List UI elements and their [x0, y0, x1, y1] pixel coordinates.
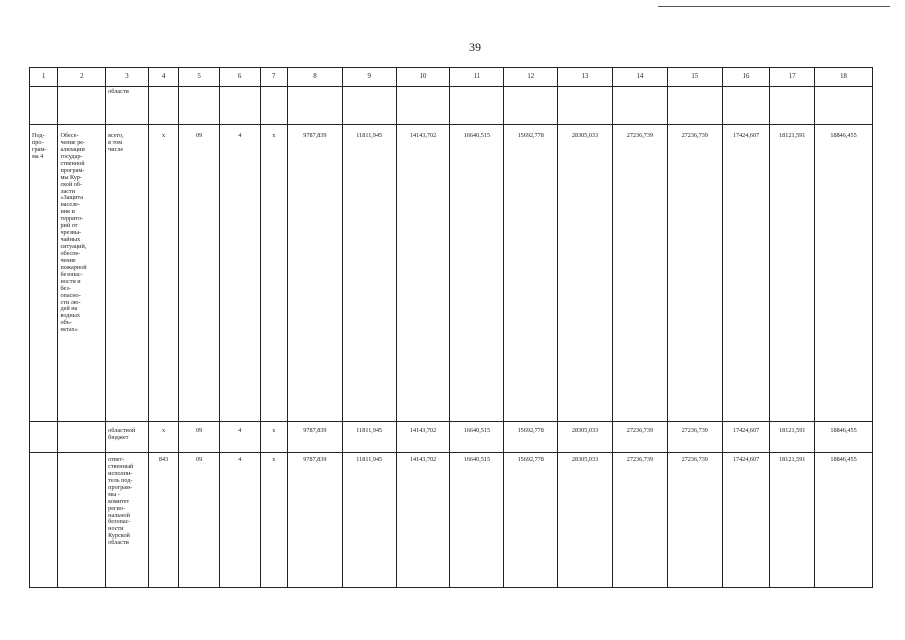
- value-cell-col-16: 17424,607: [722, 422, 770, 453]
- value-cell-col-17: 18121,591: [770, 453, 815, 588]
- value-cell-col-16: 17424,607: [722, 453, 770, 588]
- value-cell-col-13: 28305,033: [558, 453, 613, 588]
- value-cell-col-15: 27236,739: [667, 125, 722, 422]
- column-header-15: 15: [667, 68, 722, 87]
- column-header-2: 2: [58, 68, 106, 87]
- value-cell-col-13: 28305,033: [558, 422, 613, 453]
- value-cell-col-17: 18121,591: [770, 422, 815, 453]
- executor-cell: ответ- ственный исполни- тель под- програм- мы - комитет регио- нальной безопас- ности Курской области: [106, 453, 149, 588]
- cell-c4: 843: [148, 453, 178, 588]
- column-header-5: 5: [179, 68, 220, 87]
- value-cell-col-11: 16640,515: [450, 453, 504, 588]
- value-cell-col-10: 14143,702: [396, 453, 450, 588]
- value-cell-col-10: 14143,702: [396, 125, 450, 422]
- value-cell-col-10: 14143,702: [396, 422, 450, 453]
- cell-c5: 09: [179, 422, 220, 453]
- value-cell-col-18: 18846,455: [815, 422, 873, 453]
- column-header-17: 17: [770, 68, 815, 87]
- value-cell-col-15: 27236,739: [667, 453, 722, 588]
- value-cell-col-8: 9787,839: [287, 453, 342, 588]
- column-header-14: 14: [612, 68, 667, 87]
- cell-c7: х: [260, 422, 287, 453]
- cell-c6: 4: [219, 125, 260, 422]
- value-cell-col-9: 11811,945: [342, 125, 396, 422]
- value-cell-col-12: 15692,778: [504, 125, 558, 422]
- budget-source-cell: областной бюджет: [106, 422, 149, 453]
- column-header-6: 6: [219, 68, 260, 87]
- table-row-regional-budget: [30, 422, 873, 453]
- column-header-9: 9: [342, 68, 396, 87]
- subprogram-scope-cell: всего, в том числе: [106, 125, 149, 422]
- column-header-4: 4: [148, 68, 178, 87]
- value-cell-col-14: 27236,739: [612, 125, 667, 422]
- value-cell-col-18: 18846,455: [815, 453, 873, 588]
- value-cell-col-8: 9787,839: [287, 125, 342, 422]
- cell-c7: х: [260, 125, 287, 422]
- value-cell-col-14: 27236,739: [612, 453, 667, 588]
- value-cell-col-11: 16640,515: [450, 125, 504, 422]
- table-row-oblasti: [30, 87, 873, 125]
- column-header-18: 18: [815, 68, 873, 87]
- cell-c4: х: [148, 125, 178, 422]
- column-header-8: 8: [287, 68, 342, 87]
- column-header-10: 10: [396, 68, 450, 87]
- value-cell-col-12: 15692,778: [504, 422, 558, 453]
- value-cell-col-16: 17424,607: [722, 125, 770, 422]
- value-cell-col-18: 18846,455: [815, 125, 873, 422]
- table-row-subprogram: [30, 125, 873, 422]
- cell-c7: х: [260, 453, 287, 588]
- value-cell-col-9: 11811,945: [342, 453, 396, 588]
- cell-c3: области: [106, 87, 149, 125]
- top-rule: [658, 6, 890, 7]
- table-row-executor: [30, 453, 873, 588]
- cell-c4: х: [148, 422, 178, 453]
- column-header-3: 3: [106, 68, 149, 87]
- column-header-16: 16: [722, 68, 770, 87]
- column-header-7: 7: [260, 68, 287, 87]
- value-cell-col-15: 27236,739: [667, 422, 722, 453]
- column-header-11: 11: [450, 68, 504, 87]
- column-header-13: 13: [558, 68, 613, 87]
- page-number: 39: [469, 40, 481, 54]
- cell-c5: 09: [179, 453, 220, 588]
- header-row: [30, 68, 873, 87]
- subprogram-title-cell: Обесе- чение ре- ализации государ- ственной програм- мы Кур- ской об- ласти «Защита населе- ния и террито- рий от чрезвы- чайных ситуаций, обеспе- чение пожарной безопас- ности и без- опасно- сти лю- дей на водных объ- ектах»: [58, 125, 106, 422]
- value-cell-col-8: 9787,839: [287, 422, 342, 453]
- budget-table: [29, 67, 873, 588]
- value-cell-col-12: 15692,778: [504, 453, 558, 588]
- value-cell-col-13: 28305,033: [558, 125, 613, 422]
- cell-c6: 4: [219, 422, 260, 453]
- value-cell-col-11: 16640,515: [450, 422, 504, 453]
- cell-c6: 4: [219, 453, 260, 588]
- column-header-1: 1: [30, 68, 58, 87]
- value-cell-col-14: 27236,739: [612, 422, 667, 453]
- value-cell-col-9: 11811,945: [342, 422, 396, 453]
- cell-c5: 09: [179, 125, 220, 422]
- column-header-12: 12: [504, 68, 558, 87]
- subprogram-code-cell: Под- про- грам- ма 4: [30, 125, 58, 422]
- value-cell-col-17: 18121,591: [770, 125, 815, 422]
